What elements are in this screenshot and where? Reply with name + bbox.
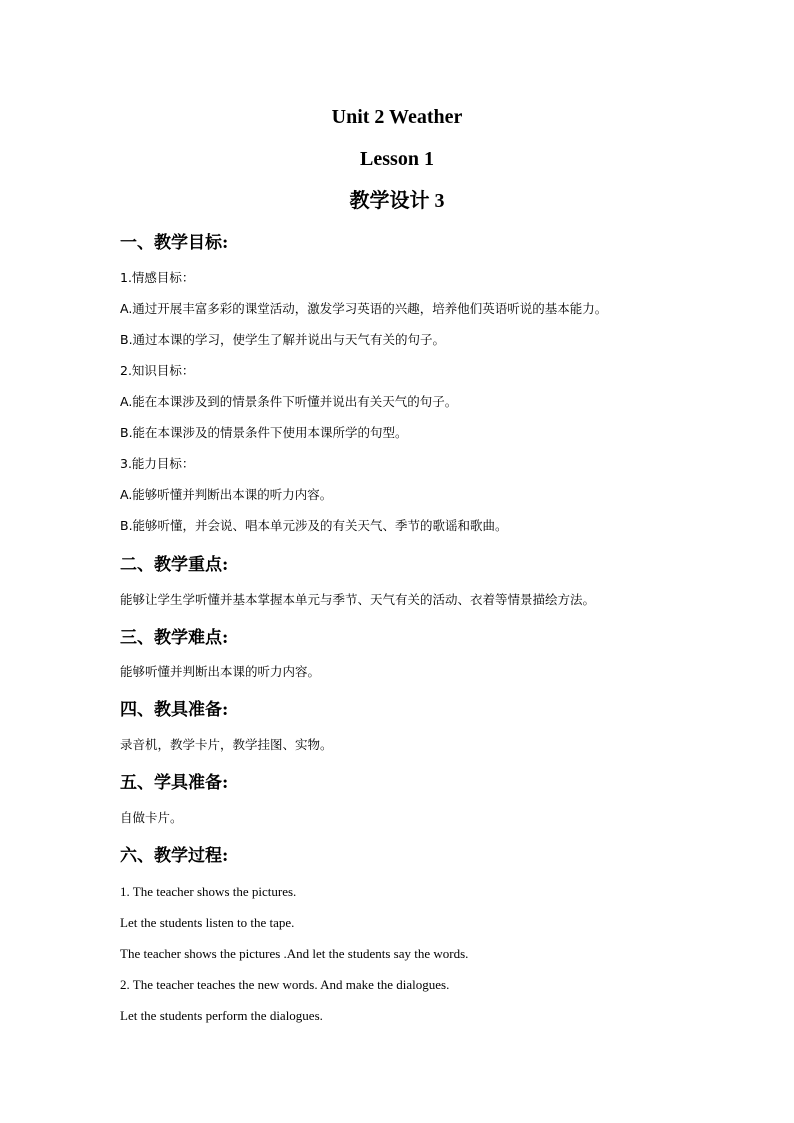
section-heading-objectives: 一、教学目标: — [120, 233, 229, 253]
section-heading-teaching-aids: 四、教具准备: — [120, 700, 229, 720]
objective-ability-label: 3.能力目标： — [120, 456, 195, 471]
teaching-aids-text: 录音机，教学卡片，教学挂图、实物。 — [120, 737, 333, 752]
objective-emotion-a: A.通过开展丰富多彩的课堂活动，激发学习英语的兴趣，培养他们英语听说的基本能力。 — [120, 301, 608, 316]
design-title: 教学设计 3 — [349, 190, 445, 212]
process-step-1: 1. The teacher shows the pictures. — [120, 884, 297, 899]
objective-knowledge-b: B.能在本课涉及的情景条件下使用本课所学的句型。 — [120, 425, 408, 440]
objective-ability-b: B.能够听懂，并会说、唱本单元涉及的有关天气、季节的歌谣和歌曲。 — [120, 518, 508, 533]
process-step-2-perform: Let the students perform the dialogues. — [120, 1008, 323, 1023]
process-step-1-listen: Let the students listen to the tape. — [120, 915, 295, 930]
process-step-1-words: The teacher shows the pictures .And let the students say the words. — [120, 946, 469, 961]
objective-emotion-b: B.通过本课的学习，使学生了解并说出与天气有关的句子。 — [120, 332, 446, 347]
lesson-title: Lesson 1 — [360, 148, 434, 170]
objective-knowledge-a: A.能在本课涉及到的情景条件下听懂并说出有关天气的句子。 — [120, 394, 458, 409]
unit-title: Unit 2 Weather — [331, 106, 463, 128]
objective-emotion-label: 1.情感目标： — [120, 270, 195, 285]
key-points-text: 能够让学生学听懂并基本掌握本单元与季节、天气有关的活动、衣着等情景描绘方法。 — [120, 592, 596, 607]
section-heading-difficulties: 三、教学难点: — [120, 628, 229, 648]
section-heading-process: 六、教学过程: — [120, 846, 229, 866]
section-heading-key-points: 二、教学重点: — [120, 555, 229, 575]
difficulties-text: 能够听懂并判断出本课的听力内容。 — [120, 664, 321, 679]
section-heading-learning-aids: 五、学具准备: — [120, 773, 229, 793]
learning-aids-text: 自做卡片。 — [120, 810, 183, 825]
process-step-2: 2. The teacher teaches the new words. And make the dialogues. — [120, 977, 450, 992]
objective-ability-a: A.能够听懂并判断出本课的听力内容。 — [120, 487, 333, 502]
objective-knowledge-label: 2.知识目标： — [120, 363, 195, 378]
